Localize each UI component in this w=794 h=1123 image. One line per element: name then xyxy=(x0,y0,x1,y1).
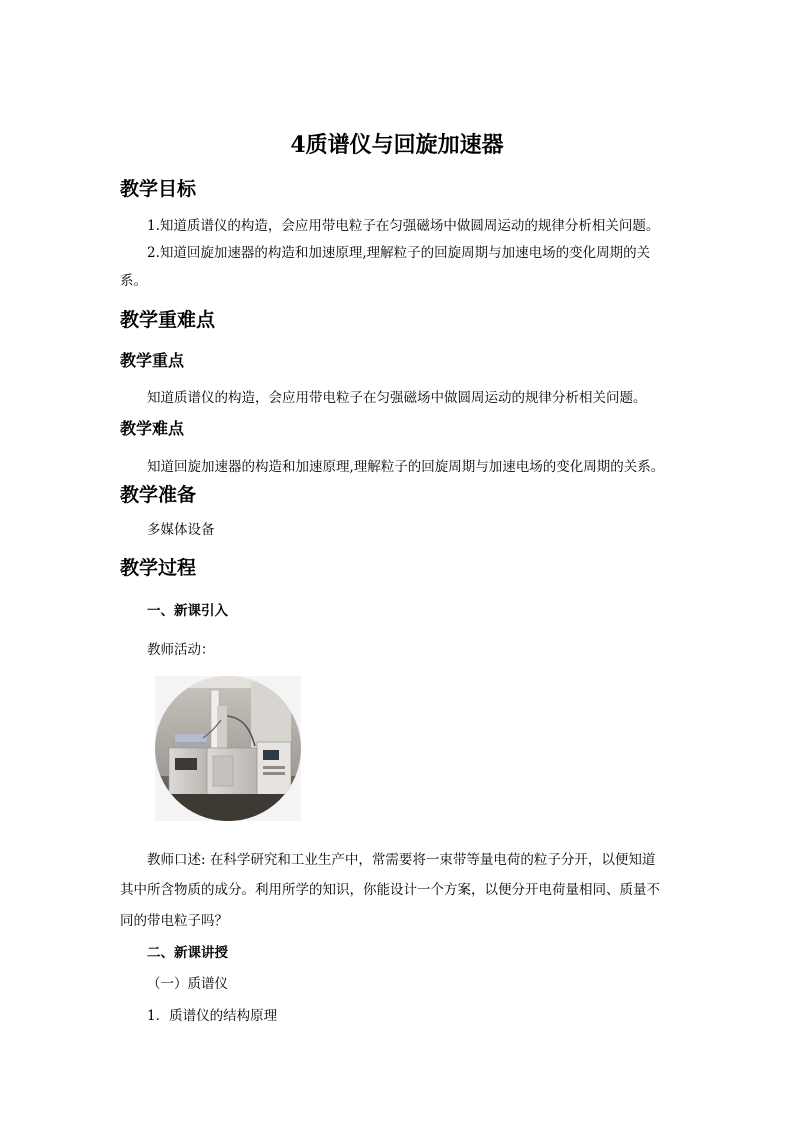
narration-line-2: 其中所含物质的成分。利用所学的知识，你能设计一个方案，以便分开电荷量相同、质量不 xyxy=(120,882,660,898)
document-title: 4质谱仪与回旋加速器 xyxy=(290,132,504,158)
heading-objectives: 教学目标 xyxy=(120,178,197,200)
narration-line-3: 同的带电粒子吗？ xyxy=(120,913,228,929)
mass-spectrometer-photo xyxy=(155,676,301,821)
heading-key-points: 教学重难点 xyxy=(120,309,216,331)
lab-instrument-image xyxy=(155,676,301,821)
photo-circle-crop xyxy=(155,676,301,821)
difficulty-text: 知道回旋加速器的构造和加速原理,理解粒子的回旋周期与加速电场的变化周期的关系。 xyxy=(147,459,665,475)
teacher-activity-label: 教师活动： xyxy=(147,642,215,658)
focus-text: 知道质谱仪的构造，会应用带电粒子在匀强磁场中做圆周运动的规律分析相关问题。 xyxy=(147,390,647,406)
heading-process: 教学过程 xyxy=(120,557,197,579)
objective-item-1: 1.知道质谱仪的构造，会应用带电粒子在匀强磁场中做圆周运动的规律分析相关问题。 xyxy=(147,218,660,234)
heading-difficulty: 教学难点 xyxy=(120,419,185,438)
part-1-heading: 一、新课引入 xyxy=(147,603,228,619)
heading-focus: 教学重点 xyxy=(120,351,185,370)
subsection-1-heading: （一）质谱仪 xyxy=(147,976,228,992)
objective-item-2-line-1: 2.知道回旋加速器的构造和加速原理,理解粒子的回旋周期与加速电场的变化周期的关 xyxy=(147,245,651,261)
objective-item-2-line-2: 系。 xyxy=(120,273,147,289)
preparation-text: 多媒体设备 xyxy=(147,522,215,538)
heading-preparation: 教学准备 xyxy=(120,484,197,506)
subsection-1-item-1: 1．质谱仪的结构原理 xyxy=(147,1008,278,1024)
part-2-heading: 二、新课讲授 xyxy=(147,945,228,961)
narration-line-1: 教师口述: 在科学研究和工业生产中，常需要将一束带等量电荷的粒子分开，以便知道 xyxy=(147,852,656,868)
